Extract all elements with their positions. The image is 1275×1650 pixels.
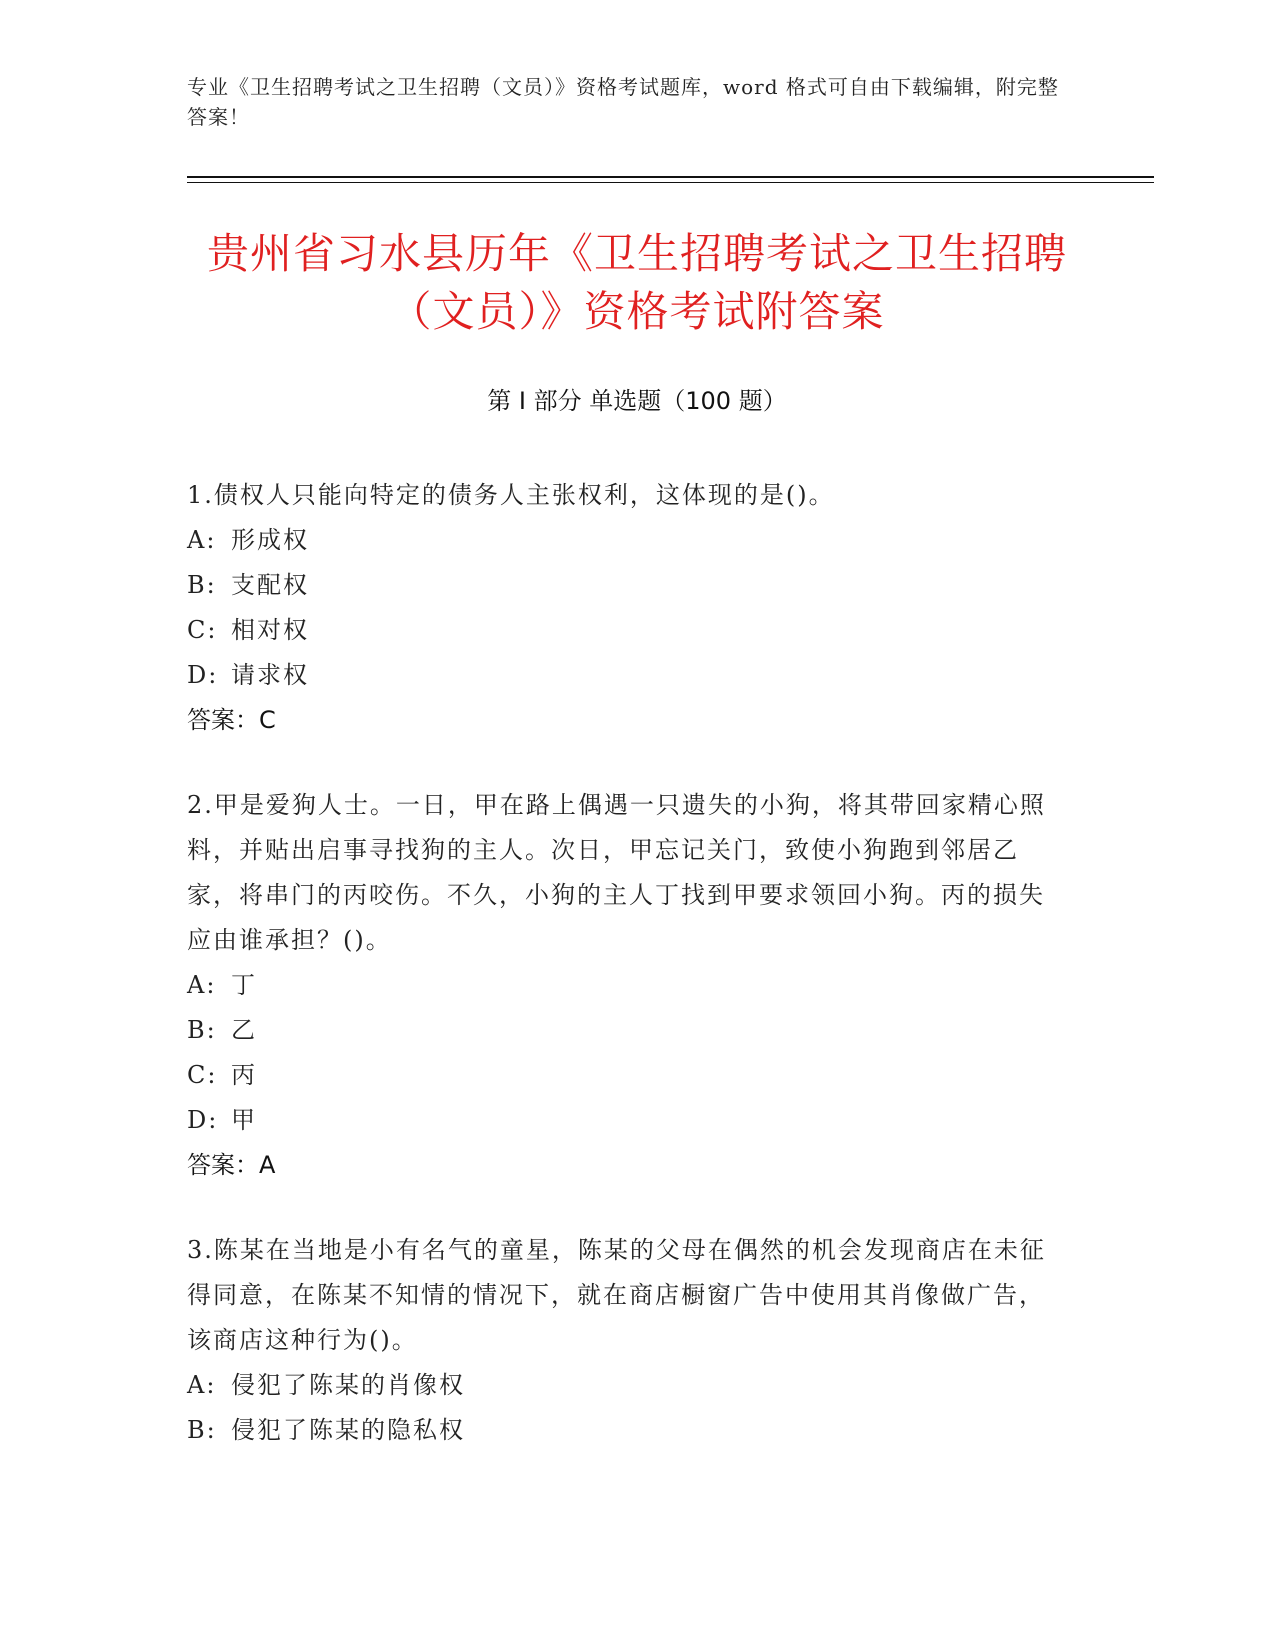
option-a: [187, 518, 1067, 563]
question-text: 1.债权人只能向特定的债务人主张权利，这体现的是()。: [187, 481, 835, 509]
header-note: 专业《卫生招聘考试之卫生招聘（文员）》资格考试题库，word 格式可自由下载编辑，附完整答案！: [187, 75, 1059, 129]
option-key: A:: [187, 1371, 217, 1399]
option-key: B:: [187, 1416, 217, 1444]
answer-line: 答案：C: [187, 706, 276, 734]
option-key: A:: [187, 971, 217, 999]
option-text: 侵犯了陈某的隐私权: [231, 1416, 465, 1444]
option-a: [187, 963, 1067, 1008]
option-key: B:: [187, 1016, 217, 1044]
option-text: 相对权: [231, 616, 309, 644]
option-key: B:: [187, 571, 217, 599]
question-text: 2.甲是爱狗人士。一日，甲在路上偶遇一只遗失的小狗，将其带回家精心照料，并贴出启事寻找狗的主人。次日，甲忘记关门，致使小狗跑到邻居乙家，将串门的丙咬伤。不久，小狗的主人丁找到甲要求领回小狗。丙的损失应由谁承担？()。: [187, 791, 1046, 954]
question-list: [187, 473, 1067, 1493]
option-key: A:: [187, 526, 217, 554]
answer-line: 答案：A: [187, 1151, 276, 1179]
option-key: D:: [187, 661, 219, 689]
option-key: C:: [187, 616, 218, 644]
option-text: 侵犯了陈某的肖像权: [231, 1371, 465, 1399]
option-b: [187, 563, 1067, 608]
option-a: [187, 1363, 1067, 1408]
option-key: C:: [187, 1061, 218, 1089]
option-c: [187, 608, 1067, 653]
option-text: 请求权: [231, 661, 309, 689]
option-b: [187, 1008, 1067, 1053]
option-text: 乙: [231, 1016, 257, 1044]
option-text: 支配权: [231, 571, 309, 599]
option-b: [187, 1408, 1067, 1453]
option-key: D:: [187, 1106, 219, 1134]
option-text: 甲: [231, 1106, 257, 1134]
header-rule-thin: [187, 182, 1154, 183]
question-text: 3.陈某在当地是小有名气的童星，陈某的父母在偶然的机会发现商店在未征得同意，在陈某不知情的情况下，就在商店橱窗广告中使用其肖像做广告，该商店这种行为()。: [187, 1236, 1046, 1354]
question-2: [187, 783, 1067, 1188]
header-rule-thick: [187, 176, 1154, 178]
option-c: [187, 1053, 1067, 1098]
question-1: [187, 473, 1067, 743]
option-text: 形成权: [231, 526, 309, 554]
option-text: 丁: [231, 971, 257, 999]
section-heading: 第 I 部分 单选题（100 题）: [487, 387, 787, 415]
option-d: [187, 653, 1067, 698]
question-3: [187, 1228, 1067, 1453]
option-text: 丙: [231, 1061, 257, 1089]
document-title: 贵州省习水县历年《卫生招聘考试之卫生招聘（文员）》资格考试附答案: [206, 229, 1067, 336]
option-d: [187, 1098, 1067, 1143]
